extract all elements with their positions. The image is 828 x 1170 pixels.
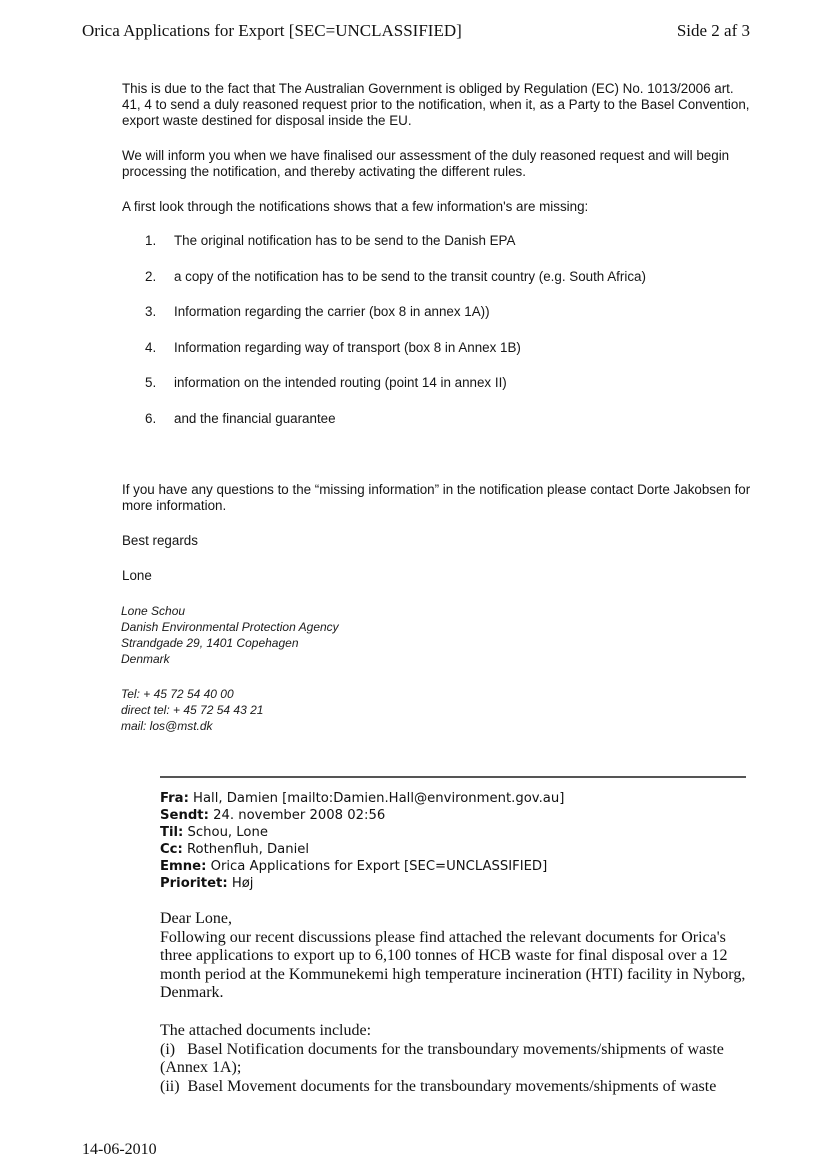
list-item: 5. information on the intended routing (point 14 in annex II) <box>145 375 507 390</box>
page-header-title: Orica Applications for Export [SEC=UNCLASSIFIED] <box>82 21 462 40</box>
email-header <box>160 790 564 892</box>
list-item: 6. and the financial guarantee <box>145 411 336 426</box>
email-priority: Prioritet: Høj <box>160 876 254 891</box>
paragraph-missing-intro: A first look through the notifications shows that a few information's are missing: <box>122 199 589 214</box>
closing-regards: Best regards <box>122 533 198 548</box>
attached-item-1: (i) Basel Notification documents for the transboundary movements/shipments of waste (Annex 1A); <box>160 1041 728 1077</box>
closing-name: Lone <box>122 568 152 583</box>
email-from: Fra: Hall, Damien [mailto:Damien.Hall@environment.gov.au] <box>160 791 565 806</box>
paragraph-regulation: This is due to the fact that The Australian Government is obliged by Regulation (EC) No. 1013/2006 art. 41, 4 to send a duly reasoned request prior to the notification, when it, as a Party to the Basel Convention, export waste destined for disposal inside the EU. <box>122 81 750 128</box>
list-item: 2. a copy of the notification has to be send to the transit country (e.g. South Africa) <box>145 269 646 284</box>
page-number: Side 2 af 3 <box>676 21 750 40</box>
signature-tel: Tel: + 45 72 54 40 00 <box>121 687 234 701</box>
attached-intro: The attached documents include: <box>160 1022 372 1039</box>
email-paragraph: Following our recent discussions please find attached the relevant documents for Orica's three applications to export up to 6,100 tonnes of HCB waste for final disposal over a 12 month period at the Kommunekemi high temperature incineration (HTI) facility in Nyborg, Denmark. <box>160 929 746 1002</box>
list-item: 1. The original notification has to be send to the Danish EPA <box>145 233 516 248</box>
email-greeting: Dear Lone, <box>160 910 232 927</box>
signature-direct-tel: direct tel: + 45 72 54 43 21 <box>121 703 264 717</box>
email-subject: Emne: Orica Applications for Export [SEC=UNCLASSIFIED] <box>160 859 548 874</box>
paragraph-assessment: We will inform you when we have finalised our assessment of the duly reasoned request and will begin processing the notification, and thereby activating the different rules. <box>122 148 730 179</box>
email-sent: Sendt: 24. november 2008 02:56 <box>160 808 386 823</box>
email-to: Til: Schou, Lone <box>160 825 268 840</box>
attached-item-2: (ii) Basel Movement documents for the transboundary movements/shipments of waste <box>160 1078 717 1095</box>
signature-country: Denmark <box>121 652 170 666</box>
signature-org: Danish Environmental Protection Agency <box>121 620 339 634</box>
email-divider <box>160 776 746 778</box>
signature-name: Lone Schou <box>121 604 186 618</box>
list-item: 4. Information regarding way of transport (box 8 in Annex 1B) <box>145 340 521 355</box>
paragraph-questions: If you have any questions to the “missing information” in the notification please contact Dorte Jakobsen for more information. <box>122 482 751 513</box>
signature-mail: mail: los@mst.dk <box>121 719 213 733</box>
signature-address: Strandgade 29, 1401 Copehagen <box>121 636 299 650</box>
list-item: 3. Information regarding the carrier (box 8 in annex 1A)) <box>145 304 490 319</box>
footer-date: 14-06-2010 <box>82 1141 157 1158</box>
email-cc: Cc: Rothenfluh, Daniel <box>160 842 310 857</box>
